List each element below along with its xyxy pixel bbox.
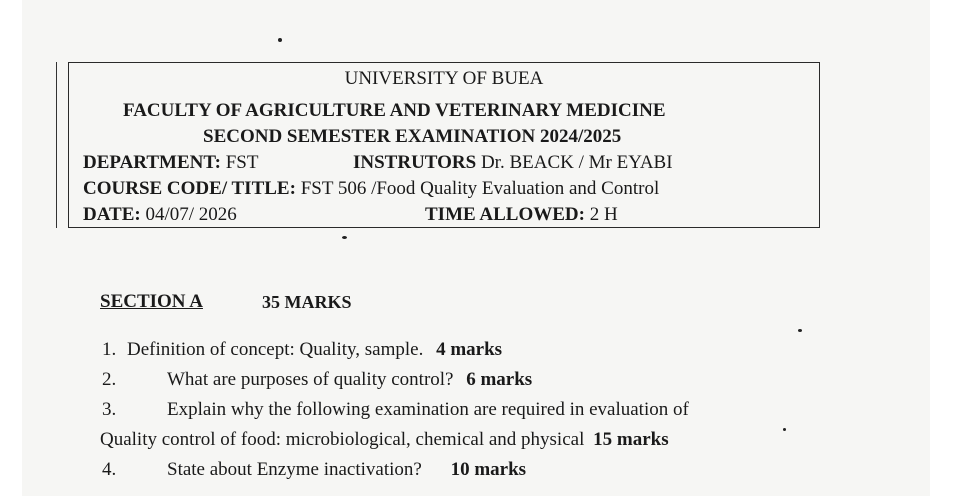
question-marks: 10 marks [450, 459, 527, 480]
exam-title: SECOND SEMESTER EXAMINATION 2024/2025 [203, 126, 622, 147]
question-number: 1. [102, 339, 117, 360]
question-text: Quality control of food: microbiological, chemical and physical [100, 429, 585, 450]
question-text: Definition of concept: Quality, sample. [127, 339, 424, 360]
question-text: Explain why the following examination are required in evaluation of [167, 399, 689, 420]
date-line: DATE: 04/07/ 2026 [83, 204, 237, 225]
question-number: 2. [102, 369, 117, 390]
question-number: 3. [102, 399, 117, 420]
question-text: State about Enzyme inactivation? [167, 459, 422, 480]
ink-speck [798, 329, 802, 332]
question-number: 4. [102, 459, 117, 480]
section-marks: 35 MARKS [262, 292, 352, 312]
question-3-continued [100, 430, 669, 449]
question-4 [102, 460, 526, 479]
university-name: UNIVERSITY OF BUEA [344, 68, 544, 89]
frame-line [56, 62, 57, 228]
department-line: DEPARTMENT: FST [83, 152, 259, 173]
question-marks: 4 marks [436, 339, 503, 360]
question-marks: 15 marks [593, 429, 669, 450]
instructors-line: INSTRUTORS Dr. BEACK / Mr EYABI [353, 152, 673, 173]
question-3 [102, 400, 689, 419]
exam-header-box [68, 62, 820, 228]
section-title: SECTION A [100, 291, 203, 312]
question-marks: 6 marks [466, 369, 533, 390]
faculty-name: FACULTY OF AGRICULTURE AND VETERINARY MEDICINE [123, 100, 666, 121]
course-line: COURSE CODE/ TITLE: FST 506 /Food Quality Evaluation and Control [83, 178, 660, 199]
ink-speck [342, 236, 347, 239]
question-2 [102, 370, 532, 389]
question-text: What are purposes of quality control? [167, 369, 454, 390]
time-allowed-line: TIME ALLOWED: 2 H [425, 204, 618, 225]
question-1 [102, 340, 502, 359]
ink-speck [278, 38, 282, 42]
ink-speck [783, 428, 786, 431]
